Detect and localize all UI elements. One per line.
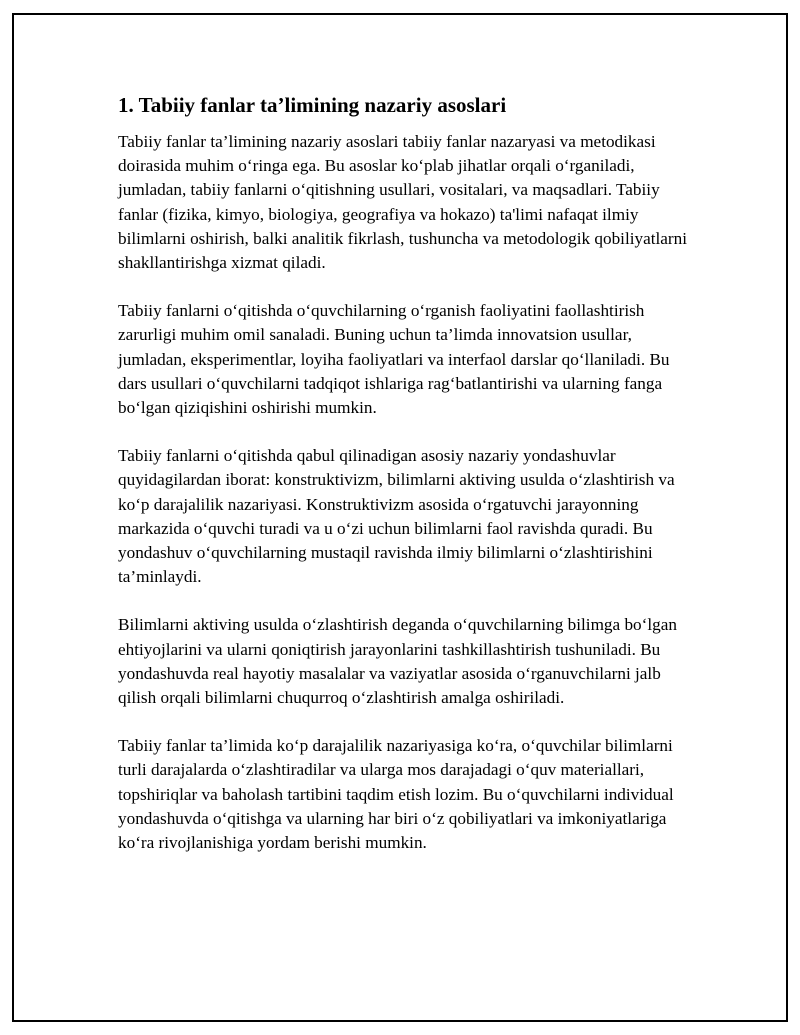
paragraph-3: Tabiiy fanlarni o‘qitishda qabul qilinadigan asosiy nazariy yondashuvlar quyidagilardan iborat: konstruktivizm, bilimlarni aktiving usulda o‘zlashtirish va ko‘p darajalilik nazariyasi. Konstruktivizm asosida o‘rgatuvchi jarayonning markazida o‘quvchi turadi va u o‘zi uchun bilimlarni faol ravishda quradi. Bu yondashuv o‘quvchilarning mustaqil ravishda ilmiy bilimlarni o‘zlashtirishini ta’minlaydi. [118,446,675,587]
section-heading: 1. Tabiiy fanlar ta’limining nazariy asoslari [118,93,507,117]
paragraph-5: Tabiiy fanlar ta’limida ko‘p darajalilik nazariyasiga ko‘ra, o‘quvchilar bilimlarni turli darajalarda o‘zlashtiradilar va ularga mos darajadagi o‘quv materiallari, topshiriqlar va baholash tartibini taqdim etish lozim. Bu o‘quvchilarni individual yondashuvda o‘qitishga va ularning har biri o‘z qobiliyatlari va imkoniyatlariga ko‘ra rivojlanishiga yordam berishi mumkin. [118,736,674,853]
paragraph-1: Tabiiy fanlar ta’limining nazariy asoslari tabiiy fanlar nazaryasi va metodikasi doirasida muhim o‘ringa ega. Bu asoslar ko‘plab jihatlar orqali o‘rganiladi, jumladan, tabiiy fanlarni o‘qitishning usullari, vositalari, va maqsadlari. Tabiiy fanlar (fizika, kimyo, biologiya, geografiya va hokazo) ta'limi nafaqat ilmiy bilimlarni oshirish, balki analitik fikrlash, tushuncha va metodologik qobiliyatlarni shakllantirishga xizmat qiladi. [118,132,688,273]
paragraph-4: Bilimlarni aktiving usulda o‘zlashtirish deganda o‘quvchilarning bilimga bo‘lgan ehtiyojlarini va ularni qoniqtirish jarayonlarini tashkillashtirish tushuniladi. Bu yondashuvda real hayotiy masalalar va vaziyatlar asosida o‘rganuvchilarni jalb qilish orqali bilimlarni chuqurroq o‘zlashtirish amalga oshiriladi. [118,615,677,708]
document-body [118,92,698,879]
paragraph-2: Tabiiy fanlarni o‘qitishda o‘quvchilarning o‘rganish faoliyatini faollashtirish zarurligi muhim omil sanaladi. Buning uchun ta’limda innovatsion usullar, jumladan, eksperimentlar, loyiha faoliyatlari va interfaol darslar qo‘llaniladi. Bu dars usullari o‘quvchilarni tadqiqot ishlariga rag‘batlantirishi va ularning fanga bo‘lgan qiziqishini oshirishi mumkin. [118,301,670,418]
